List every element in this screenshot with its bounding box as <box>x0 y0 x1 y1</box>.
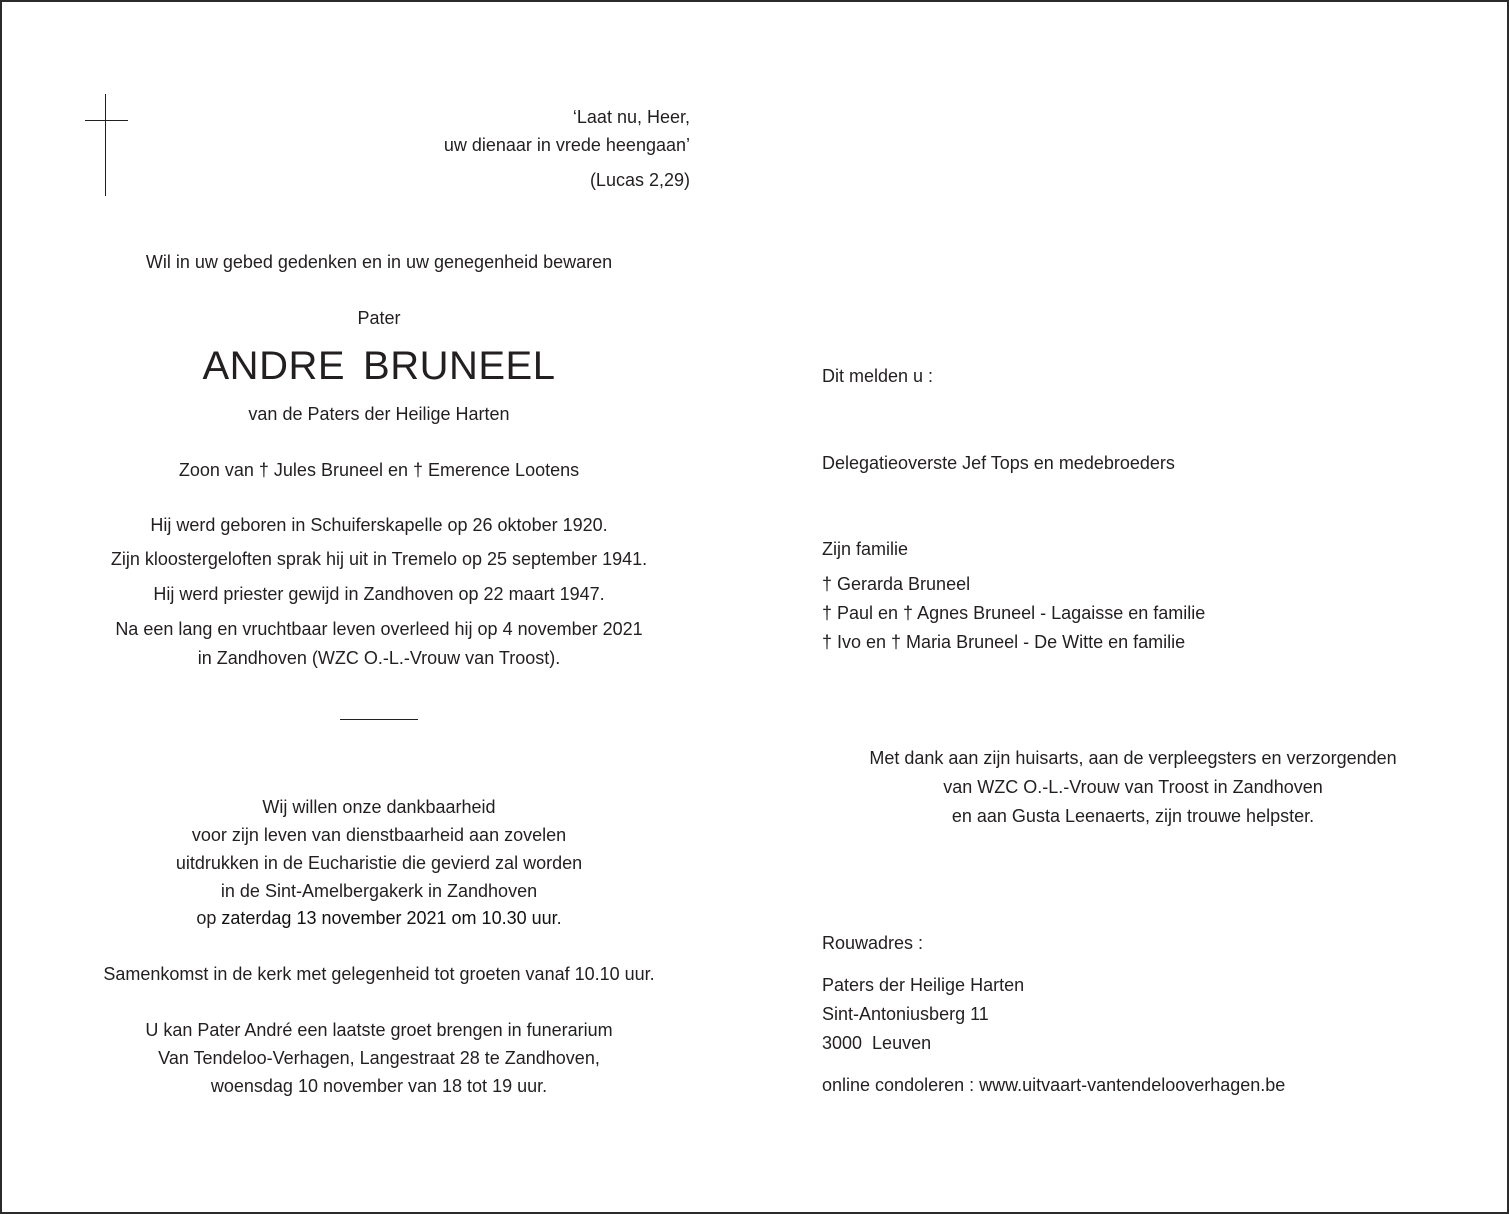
service-line: uitdrukken in de Eucharistie die gevierd zal worden <box>175 853 583 873</box>
family-member: † Paul en † Agnes Bruneel - Lagaisse en familie <box>822 603 1206 623</box>
announce-text: Dit melden u : <box>822 366 934 386</box>
family-member: † Ivo en † Maria Bruneel - De Witte en familie <box>822 632 1186 652</box>
family-heading: Zijn familie <box>822 539 909 559</box>
last-name: BRUNEEL <box>363 344 556 388</box>
viewing-line: U kan Pater André een laatste groet brengen in funerarium <box>145 1020 613 1040</box>
bio-line: Na een lang en vruchtbaar leven overleed hij op 4 november 2021 <box>115 619 643 639</box>
quote-line-2: uw dienaar in vrede heengaan’ <box>443 135 690 155</box>
bio-line: Hij werd priester gewijd in Zandhoven op 22 maart 1947. <box>153 584 605 604</box>
gathering-text: Samenkomst in de kerk met gelegenheid tot groeten vanaf 10.10 uur. <box>103 964 655 984</box>
address-line: 3000 Leuven <box>822 1033 932 1053</box>
service-date-value: zaterdag 13 november 2021 om 10.30 uur <box>221 908 557 928</box>
first-name: ANDRE <box>202 344 346 388</box>
service-date: op zaterdag 13 november 2021 om 10.30 uur. <box>196 908 562 928</box>
service-line: in de Sint-Amelbergakerk in Zandhoven <box>220 881 538 901</box>
viewing-line: woensdag 10 november van 18 tot 19 uur. <box>210 1076 548 1096</box>
bio-line: Hij werd geboren in Schuiferskapelle op 26 oktober 1920. <box>150 515 608 535</box>
service-line: Wij willen onze dankbaarheid <box>262 797 496 817</box>
thanks-line: en aan Gusta Leenaerts, zijn trouwe helpster. <box>951 806 1315 826</box>
quote-reference: (Lucas 2,29) <box>589 170 690 190</box>
deceased-name <box>78 344 680 388</box>
address-heading: Rouwadres : <box>822 933 924 953</box>
bio-line: in Zandhoven (WZC O.-L.-Vrouw van Troost). <box>197 648 561 668</box>
address-line: Paters der Heilige Harten <box>822 975 1025 995</box>
thanks-line: van WZC O.-L.-Vrouw van Troost in Zandhoven <box>943 777 1323 797</box>
intro-text: Wil in uw gebed gedenken en in uw genegenheid bewaren <box>145 252 613 272</box>
divider <box>340 719 418 720</box>
delegation-text: Delegatieoverste Jef Tops en medebroeders <box>822 453 1175 473</box>
parents: Zoon van † Jules Bruneel en † Emerence Lootens <box>178 460 580 480</box>
thanks-line: Met dank aan zijn huisarts, aan de verpleegsters en verzorgenden <box>869 748 1397 768</box>
family-member: † Gerarda Bruneel <box>822 574 971 594</box>
service-line: voor zijn leven van dienstbaarheid aan zovelen <box>191 825 567 845</box>
online-condolences[interactable]: online condoleren : www.uitvaart-vantendelooverhagen.be <box>822 1075 1286 1095</box>
bio-line: Zijn kloostergeloften sprak hij uit in Tremelo op 25 september 1941. <box>110 549 648 569</box>
viewing-line: Van Tendeloo-Verhagen, Langestraat 28 te Zandhoven, <box>158 1048 600 1068</box>
quote-line-1: ‘Laat nu, Heer, <box>572 107 690 127</box>
address-line: Sint-Antoniusberg 11 <box>822 1004 989 1024</box>
title-prefix: Pater <box>357 308 401 328</box>
congregation: van de Paters der Heilige Harten <box>248 404 510 424</box>
